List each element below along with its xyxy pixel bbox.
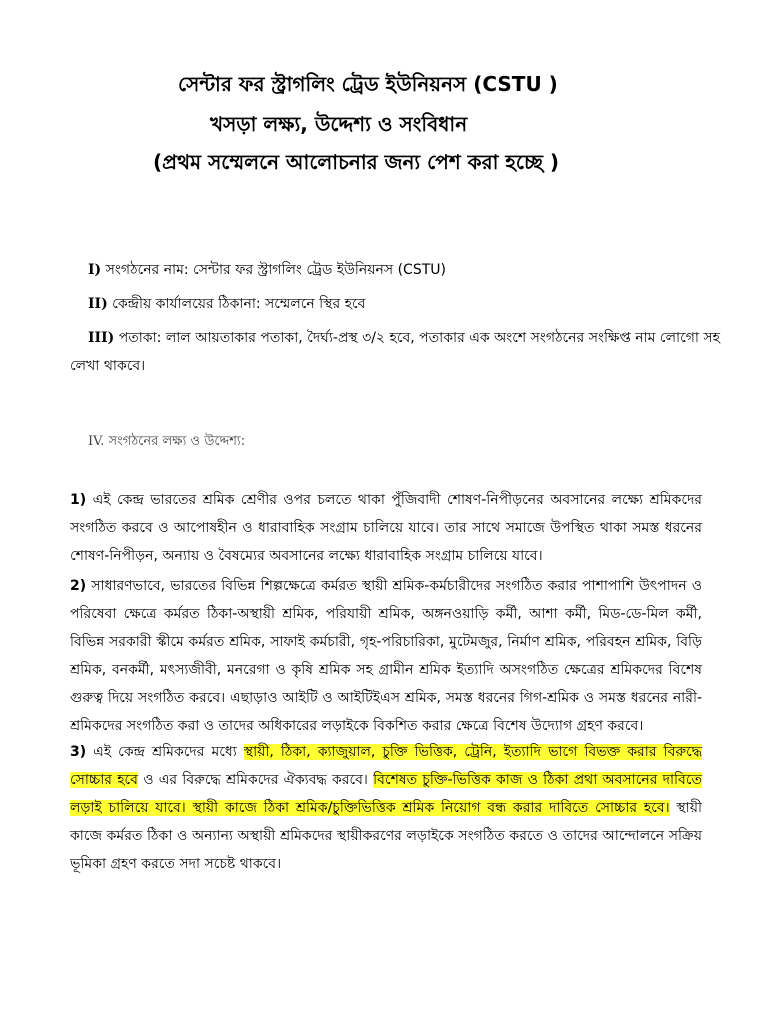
section-org-name <box>88 258 446 282</box>
section-flag <box>88 326 720 350</box>
document-subtitle: খসড়া লক্ষ্য, উদ্দেশ্য ও সংবিধান <box>210 112 468 136</box>
paragraph-number: 2) <box>70 578 87 594</box>
section-flag-continued: লেখা থাকবে। <box>70 358 146 374</box>
section-text: সংগঠনের লক্ষ্য ও উদ্দেশ্য: <box>104 434 246 449</box>
document-note: (প্রথম সম্মেলনে আলোচনার জন্য পেশ করা হচ্ছে ) <box>153 150 560 174</box>
section-number: I) <box>88 262 102 278</box>
section-office-address <box>88 292 365 316</box>
paragraph-number: 3) <box>70 744 87 760</box>
section-number: II) <box>88 296 108 312</box>
paragraph-text: স্থায়ী কাজে কর্মরত ঠিকা ও অন্যান্য অস্থায়ী শ্রমিকদের স্থায়ীকরণের লড়াইকে সংগঠিত করতে ও তাদের আন্দোলনে সক্রিয় ভূমিকা গ্রহণ করতে সদা সচেষ্ট থাকবে। <box>70 800 702 872</box>
paragraph-text: সাধারণভাবে, ভারতের বিভিন্ন শিল্পক্ষেত্রে কর্মরত স্থায়ী শ্রমিক-কর্মচারীদের সংগঠিত করার পাশাপাশি উৎপাদন ও পরিষেবা ক্ষেত্রে কর্মরত ঠিকা-অস্থায়ী শ্রমিক, পরিযায়ী শ্রমিক, অঙ্গনওয়াড়ি কর্মী, আশা কর্মী, মিড-ডে-মিল কর্মী, বিভিন্ন সরকারী স্কীমে কর্মরত শ্রমিক, সাফাই কর্মচারী, গৃহ-পরিচারিকা, মুটেমজুর, নির্মাণ শ্রমিক, পরিবহন শ্রমিক, বিড়ি শ্রমিক, বনকর্মী, মৎস্যজীবী, মনরেগা ও কৃষি শ্রমিক সহ গ্রামীন শ্রমিক ইত্যাদি অসংগঠিত ক্ষেত্রের শ্রমিকদের বিশেষ গুরুত্ব দিয়ে সংগঠিত করবে। এছাড়াও আইটি ও আইটিইএস শ্রমিক, সমস্ত ধরনের গিগ-শ্রমিক ও সমস্ত ধরনের নারী-শ্রমিকদের সংগঠিত করা ও তাদের অধিকারের লড়াইকে বিকশিত করার ক্ষেত্রে বিশেষ উদ্যোগ গ্রহণ করবে। <box>70 578 702 734</box>
document-title: সেন্টার ফর স্ট্রাগলিং ট্রেড ইউনিয়নস (CSTU ) <box>178 72 558 96</box>
paragraph-number: 1) <box>70 492 87 508</box>
section-number: III) <box>88 330 115 346</box>
paragraph-text: এই কেন্দ্র শ্রমিকদের মধ্যে <box>86 744 244 760</box>
paragraph-text: এই কেন্দ্র ভারতের শ্রমিক শ্রেণীর ওপর চলতে থাকা পুঁজিবাদী শোষণ-নিপীড়নের অবসানের লক্ষ্যে শ্রমিকদের সংগঠিত করবে ও আপোষহীন ও ধারাবাহিক সংগ্রাম চালিয়ে যাবে। তার সাথে সমাজে উপস্থিত থাকা সমস্ত ধরনের শোষণ-নিপীড়ন, অন্যায় ও বৈষম্যের অবসানের লক্ষ্যে ধারাবাহিক সংগ্রাম চালিয়ে যাবে। <box>70 492 702 564</box>
aim-paragraph-2 <box>70 572 702 740</box>
paragraph-text: ও এর বিরুদ্ধে শ্রমিকদের ঐক্যবদ্ধ করবে। <box>137 772 374 788</box>
section-text: পতাকা: লাল আয়তাকার পতাকা, দৈর্ঘ্য-প্রস্থ ৩/২ হবে, পতাকার এক অংশে সংগঠনের সংক্ষিপ্ত নাম লোগো সহ <box>114 330 720 346</box>
aim-paragraph-1 <box>70 486 702 570</box>
section-number: IV. <box>88 434 105 449</box>
section-aims-heading <box>88 432 245 453</box>
aim-paragraph-3 <box>70 738 702 878</box>
highlighted-text: বিশেষত চুক্তি-ভিত্তিক কাজ ও ঠিকা প্রথা অবসানের দাবিতে লড়াই চালিয়ে যাবে। স্থায়ী কাজে ঠিকা শ্রমিক/চুক্তিভিত্তিক শ্রমিক নিয়োগ বন্ধ করার দাবিতে সোচ্চার হবে। <box>70 772 702 816</box>
section-text: সংগঠনের নাম: সেন্টার ফর স্ট্রাগলিং ট্রেড ইউনিয়নস (CSTU) <box>101 262 446 278</box>
highlighted-text: স্থায়ী, ঠিকা, ক্যাজুয়াল, চুক্তি ভিত্তিক, ট্রেনি, ইত্যাদি ভাগে বিভক্ত করার বিরুদ্ধে সোচ্চার হবে <box>70 744 702 788</box>
section-text: কেন্দ্রীয় কার্যালয়ের ঠিকানা: সম্মেলনে স্থির হবে <box>107 296 366 312</box>
